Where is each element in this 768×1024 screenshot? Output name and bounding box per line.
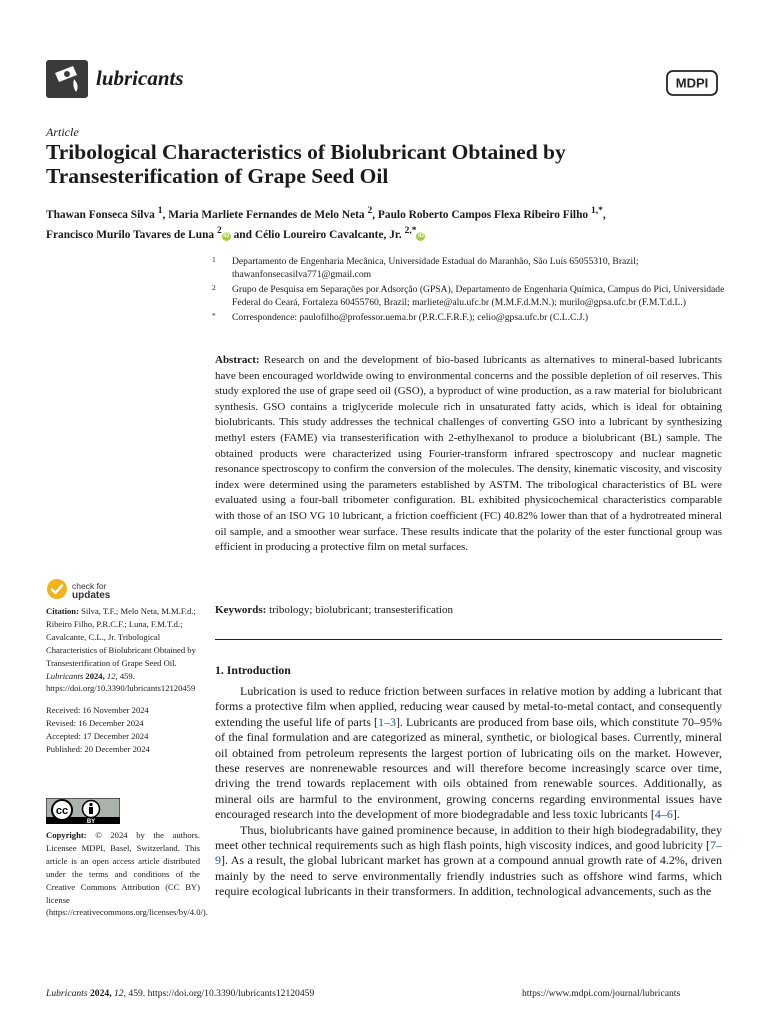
publication-dates [46, 704, 200, 756]
paragraph-text: ]. As a result, the global lubricant market has grown at a compound annual growth rate of 4.2%, driven mainly by the need to serve environmentally friendly industries such as offshore wind farms, which require ecological lubricants in their transformers. In addition, technological advancements, such as the [215, 853, 722, 899]
author-name[interactable]: Thawan Fonseca Silva [46, 208, 155, 221]
journal-name: lubricants [96, 66, 184, 90]
revised-date: Revised: 16 December 2024 [46, 718, 144, 729]
citation-journal: Lubricants [46, 670, 84, 681]
mdpi-logo-text: MDPI [675, 75, 709, 91]
intro-body [215, 684, 722, 900]
footer-journal-url[interactable]: https://www.mdpi.com/journal/lubricants [522, 988, 681, 999]
reference-link[interactable]: 7–9 [215, 838, 722, 868]
citation-label: Citation: [46, 606, 79, 616]
citation-sidebar [46, 605, 200, 756]
author-affil-marker: 2,* [404, 225, 417, 236]
keywords [215, 604, 722, 616]
copyright-text: © 2024 by the authors. Licensee MDPI, Basel, Switzerland. This article is an open access article distributed under the terms and conditions of the Creative Commons Attribution (CC BY) license (https://creativecommons.org/licenses/by/4.0/). [46, 830, 208, 918]
cc-by-text: BY [86, 819, 96, 824]
paragraph-text: ]. Lubricants are produced from base oils, which constitute 70–95% of the final formulation and are categorized as mineral, synthetic, or biological bases. Currently, mineral oil obtained from petroleum represents the largest portion of lubricating oils on the market. However, these reserves are nonrenewable resources and will therefore become increasingly scarce over time, driving the trend towards replacement with oils obtained from renewable sources. Additionally, as mineral oils are harmful to the environment, growing concerns regarding environmental issues have encouraged research into the development of more biodegradable and less toxic lubricants [ [215, 714, 722, 822]
check-for-updates-badge[interactable] [46, 578, 136, 604]
footer-volume: 12, [114, 988, 126, 999]
keywords-label: Keywords: [215, 604, 267, 616]
footer-year: 2024, [90, 988, 112, 999]
abstract-label: Abstract: [215, 354, 260, 366]
paragraph-text: Lubrication is used to reduce friction between surfaces in relative motion by adding a lubricant that forms a protective film when applied, reducing wear caused by metal-to-metal contact, and consequently extending the useful life of parts [ [215, 684, 722, 729]
reference-link[interactable]: 4–6 [654, 807, 673, 822]
article-title: Tribological Characteristics of Biolubricant Obtained by Transesterification of Grape Seed Oil [46, 140, 566, 188]
section-heading: 1. Introduction [215, 663, 291, 677]
reference-link[interactable]: 1–3 [377, 714, 396, 729]
paragraph [215, 684, 722, 823]
author-list: Thawan Fonseca Silva $^1$, Maria Marliete Fernandes de Melo Neta $^2$, Paulo Roberto Campos Flexa Ribeiro Filho $^{1,*}$, Francisco Murilo Tavares de Luna $^2$ iD and Célio Loureiro Cavalcante, Jr. $^{2,*}$ iD [46, 206, 606, 241]
correspondence-text: Correspondence: paulofilho@professor.uema.br (P.R.C.F.R.F.); celio@gpsa.ufc.br (C.L.C.J.) [232, 312, 589, 324]
affiliation-marker: * [212, 311, 216, 321]
author-affil-marker: 1,* [590, 206, 603, 216]
section-divider [215, 639, 722, 640]
author-name[interactable]: Célio Loureiro Cavalcante, Jr. [254, 228, 402, 241]
author-name[interactable]: Paulo Roberto Campos Flexa Ribeiro Filho [377, 208, 589, 221]
citation-volume: 12, [106, 670, 118, 681]
author-affil-marker: 1 [157, 206, 163, 216]
footer-doi[interactable]: 459. https://doi.org/10.3390/lubricants12120459 [128, 988, 315, 999]
affiliation-marker: 1 [212, 255, 216, 264]
paragraph-text: ]. [672, 807, 680, 822]
received-date: Received: 16 November 2024 [46, 705, 149, 716]
accepted-date: Accepted: 17 December 2024 [46, 731, 149, 742]
footer-citation [46, 988, 314, 999]
affiliation-item [212, 256, 732, 281]
check-updates-text: check for [72, 581, 107, 591]
orcid-icon[interactable]: iD [417, 232, 424, 239]
orcid-icon[interactable]: iD [223, 232, 230, 239]
footer-journal: Lubricants [46, 988, 88, 999]
check-updates-text: updates [72, 590, 111, 601]
keywords-text: tribology; biolubricant; transesterification [269, 604, 453, 616]
copyright-notice [46, 829, 208, 919]
affiliation-marker: 2 [212, 283, 216, 293]
author-name[interactable]: Maria Marliete Fernandes de Melo Neta [168, 208, 365, 221]
check-updates-icon [46, 578, 68, 600]
mdpi-logo[interactable] [666, 70, 718, 96]
affiliations [212, 256, 732, 325]
paragraph-text: Thus, biolubricants have gained prominence because, in addition to their high biodegradability, they meet other technical requirements such as high flash points, high viscosity indices, and good lubricity [ [215, 822, 722, 853]
affiliation-text: Departamento de Engenharia Mecânica, Universidade Estadual do Maranhão, São Luís 65055310, Brazil; thawanfonsecasilva771@gmail.com [232, 256, 639, 280]
citation-doi[interactable]: 459. https://doi.org/10.3390/lubricants12120459 [46, 670, 196, 694]
author-affil-marker: 2 [367, 206, 373, 216]
affiliation-item [212, 312, 732, 325]
author-name[interactable]: Francisco Murilo Tavares de Luna [46, 228, 215, 241]
author-affil-marker: 2 [217, 225, 222, 236]
citation-text: Silva, T.F.; Melo Neta, M.M.F.d.; Ribeiro Filho, P.R.C.F.; Luna, F.M.T.d.; Cavalcante, C.L., Jr. Tribological Characteristics of Biolubricant Obtained by Transesterification of Grape Seed Oil. [46, 606, 196, 668]
published-date: Published: 20 December 2024 [46, 744, 150, 755]
article-type: Article [46, 125, 79, 139]
citation-year: 2024, [85, 670, 105, 681]
copyright-label: Copyright: [46, 830, 87, 840]
citation [46, 605, 200, 695]
author-conjunction: and [233, 228, 252, 241]
affiliation-text: Grupo de Pesquisa em Separações por Adsorção (GPSA), Departamento de Engenharia Química, Campus do Pici, Universidade Federal do Ceará, Fortaleza 60455760, Brazil; marliete@alu.ufc.br (M.M.F.d.M.N.); murilo@gpsa.ufc.br (F.M.T.d.L.) [232, 284, 725, 308]
affiliation-item [212, 284, 732, 309]
abstract-text: Research on and the development of bio-based lubricants as alternatives to mineral-based lubricants have been encouraged worldwide owing to environmental concerns and the possible depletion of oil reserves. This study explored the use of grape seed oil (GSO), a byproduct of wine production, as a raw material for biolubricant synthesis. GSO contains a triglyceride molecule rich in unsaturated fatty acids, which is ideal for obtaining biolubricants. This study addresses the technical challenges of converting GSO into a lubricant by synthesizing methyl esters (FAME) via transesterification with 2-ethylhexanol to produce a biolubricant (BL) sample. The obtained products were characterized using Fourier-transform infrared spectroscopy and nuclear magnetic resonance spectroscopy to confirm the conversion of the molecules. The density, kinematic viscosity, and viscosity index were determined using the parameters established by ASTM. The tribological characteristics of BL were evaluated using a four-ball tribometer configuration. BL exhibited physicochemical characteristics comparable with those of an ISO VG 10 lubricant, a friction coefficient (FC) 40.82% lower than that of a hydrotreated mineral oil sample, and a smoother wear surface. These results indicate that the polarity of the ester functional group was efficient in producing a protective film on metal surfaces. [215, 354, 722, 554]
cc-text: cc [55, 805, 69, 817]
journal-logo-icon [46, 60, 88, 98]
abstract [215, 353, 722, 556]
cc-by-license-badge[interactable] [46, 798, 120, 824]
paragraph [215, 823, 722, 900]
